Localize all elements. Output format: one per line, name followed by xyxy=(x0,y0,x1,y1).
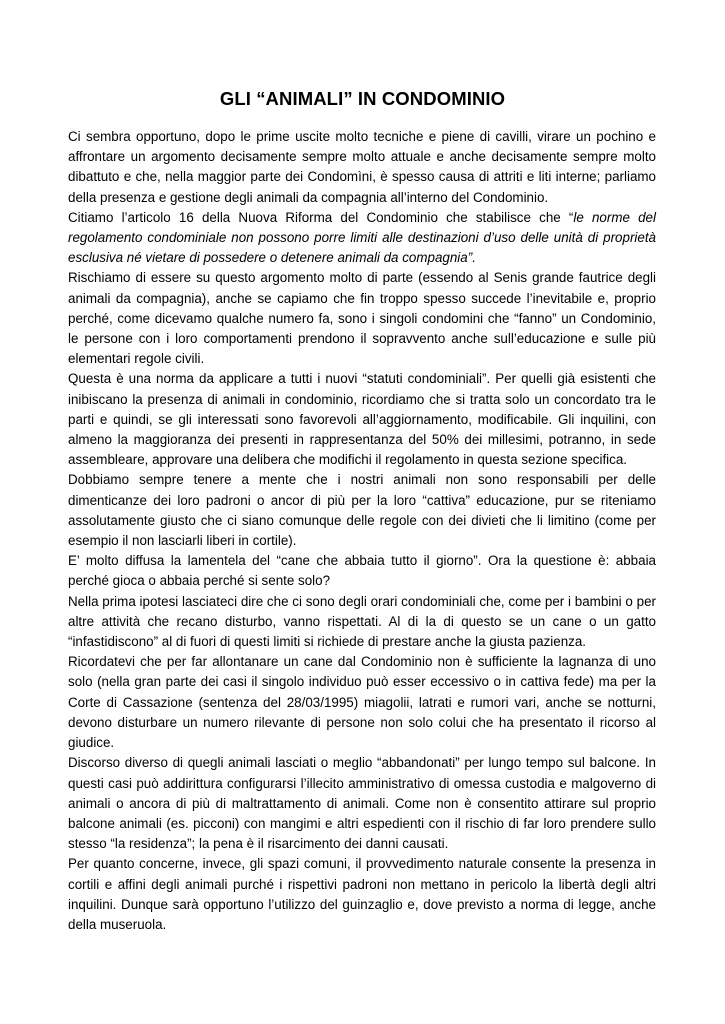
article-body xyxy=(68,127,656,935)
paragraph-common-spaces: Per quanto concerne, invece, gli spazi comuni, il provvedimento naturale consente la presenza in cortili e affini degli animali purché i rispettivi padroni non mettano in pericolo la libertà degli altri inquilini. Dunque sarà opportuno l’utilizzo del guinzaglio e, dove previsto a norma di legge, anche della museruola. xyxy=(68,856,656,932)
law-quote: le norme del regolamento condominiale non possono porre limiti alle destinazioni d’uso delle unità di proprietà esclusiva né vietare di possedere o detenere animali da compagnia”. xyxy=(68,209,656,266)
paragraph-article-16 xyxy=(68,208,656,269)
paragraph-article-16-text: Citiamo l’articolo 16 della Nuova Riforma del Condominio che stabilisce che “ xyxy=(68,209,574,225)
paragraph-hours: Nella prima ipotesi lasciateci dire che ci sono degli orari condominiali che, come per i bambini o per altre attività che recano disturbo, vanno rispettati. Al di la di questo se un cane o un gatto “infastidiscono” al di fuori di questi limiti si richiede di prestare anche la giusta pazienza. xyxy=(68,593,656,650)
paragraph-responsibility: Dobbiamo sempre tenere a mente che i nostri animali non sono responsabili per delle dimenticanze dei loro padroni o ancor di più per la loro “cattiva” educazione, pur se riteniamo assolutamente giusto che ci siano comunque delle regole con dei divieti che li limitino (come per esempio il non lasciarli liberi in cortile). xyxy=(68,472,656,549)
paragraph-intro: Ci sembra opportuno, dopo le prime uscite molto tecniche e piene di cavilli, virare un pochino e affrontare un argomento decisamente sempre molto attuale e anche decisamente sempre molto dibattuto e che, nella maggior parte dei Condomìni, è spesso causa di attriti e liti interne; parliamo della presenza e gestione degli animali da compagnia all’interno del Condominio. xyxy=(68,129,656,205)
paragraph-balcony: Discorso diverso di quegli animali lasciati o meglio “abbandonati” per lungo tempo sul balcone. In questi casi può addirittura configurarsi l’illecito amministrativo di omessa custodia e malgoverno di animali o ancora di più di maltrattamento di animali. Come non è consentito attirare sul proprio balcone animali (es. picconi) con mangimi e altri espedienti con il rischio di far loro prendere sullo stesso “la residenza”; la pena è il risarcimento dei danni causati. xyxy=(68,755,656,852)
paragraph-statutes: Questa è una norma da applicare a tutti i nuovi “statuti condominiali”. Per quelli già esistenti che inibiscano la presenza di animali in condominio, ricordiamo che si tratta solo un concordato tra le parti e quindi, se gli interessati sono favorevoli all’aggiornamento, modificabile. Gli inquilini, con almeno la maggioranza dei presenti in rappresentanza del 50% dei millesimi, potranno, in sede assembleare, approvare una delibera che modifichi il regolamento in questa sezione specifica. xyxy=(68,371,656,468)
paragraph-opinion: Rischiamo di essere su questo argomento molto di parte (essendo al Senis grande fautrice degli animali da compagnia), anche se capiamo che fin troppo spesso succede l’inevitabile e, proprio perché, come dicevamo qualche numero fa, sono i singoli condomini che “fanno” un Condominio, le persone con i loro comportamenti prendono il sopravvento anche sull’educazione e sulle più elementari regole civili. xyxy=(68,270,656,367)
page-title: GLI “ANIMALI” IN CONDOMINIO xyxy=(219,88,506,109)
paragraph-cassation: Ricordatevi che per far allontanare un cane dal Condominio non è sufficiente la lagnanza di uno solo (nella gran parte dei casi il singolo individuo può esser eccessivo o in cattiva fede) ma per la Corte di Cassazione (sentenza del 28/03/1995) miagolii, latrati e rumori vari, anche se notturni, devono disturbare un numero rilevante di persone non solo colui che ha presentato il ricorso al giudice. xyxy=(68,654,656,751)
paragraph-barking: E’ molto diffusa la lamentela del “cane che abbaia tutto il giorno”. Ora la questione è: abbaia perché gioca o abbaia perché si sente solo? xyxy=(68,553,656,589)
